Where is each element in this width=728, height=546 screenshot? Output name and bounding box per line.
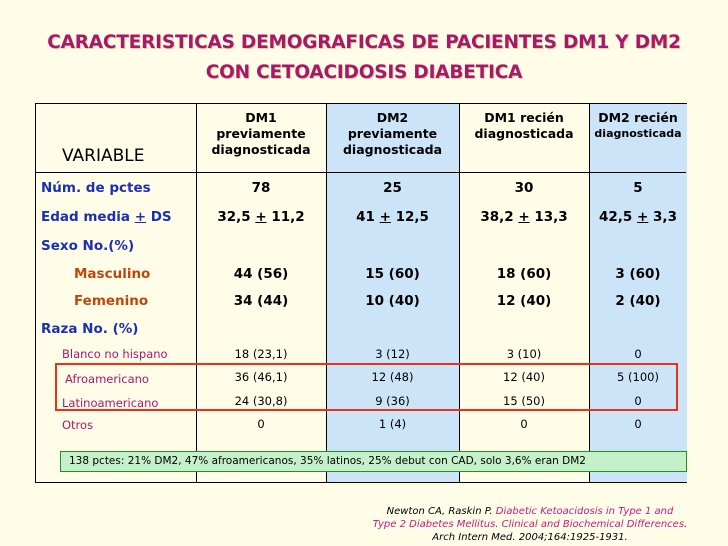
demographics-table xyxy=(35,103,687,483)
cell-latino-c2: 9 (36) xyxy=(375,394,410,408)
header-dm1-previa-line3: diagnosticada xyxy=(211,142,311,157)
cell-edad-c2: 41 + 12,5 xyxy=(356,209,429,225)
header-dm1-previa xyxy=(196,110,326,158)
cell-blanco-c3: 3 (10) xyxy=(506,347,542,361)
reference-line-3: Arch Intern Med. 2004;164:1925-1931. xyxy=(432,532,628,543)
cell-otros-c1: 0 xyxy=(257,417,265,431)
cell-num-c2: 25 xyxy=(383,180,402,196)
cell-fem-c4: 2 (40) xyxy=(615,293,661,309)
cell-afro-c4: 5 (100) xyxy=(617,370,659,384)
cell-masc-c3: 18 (60) xyxy=(496,266,552,282)
reference-line-2: Type 2 Diabetes Mellitus. Clinical and Biochemical Differences. xyxy=(372,519,688,530)
cell-latino-c3: 15 (50) xyxy=(503,394,545,408)
cell-fem-c1: 34 (44) xyxy=(233,293,289,309)
cell-blanco-c2: 3 (12) xyxy=(375,347,410,361)
cell-latino-c1: 24 (30,8) xyxy=(234,394,288,408)
label-edad: Edad media + DS xyxy=(41,209,172,225)
cell-otros-c3: 0 xyxy=(520,417,528,431)
cell-num-c3: 30 xyxy=(514,180,534,196)
reference-line-1: Newton CA, Raskin P. Diabetic Ketoacidosis in Type 1 and xyxy=(386,506,674,517)
header-dm1-previa-line1: DM1 xyxy=(245,110,277,125)
label-num-pctes: Núm. de pctes xyxy=(41,180,151,196)
header-dm2-previa-line3: diagnosticada xyxy=(342,142,443,157)
title-line-1: CARACTERISTICAS DEMOGRAFICAS DE PACIENTES DM1 Y DM2 xyxy=(47,32,681,53)
header-dm2-previa-line2: previamente xyxy=(347,126,438,141)
label-blanco: Blanco no hispano xyxy=(62,347,168,361)
cell-afro-c2: 12 (48) xyxy=(371,370,414,384)
header-dm2-previa xyxy=(326,110,459,158)
label-femenino: Femenino xyxy=(74,293,149,309)
label-afro: Afroamericano xyxy=(65,372,149,386)
reference-citation xyxy=(340,505,720,544)
header-dm2-nueva-line1: DM2 recién xyxy=(598,110,678,125)
cell-blanco-c1: 18 (23,1) xyxy=(234,347,288,361)
title-line-2: CON CETOACIDOSIS DIABETICA xyxy=(205,62,523,83)
cell-masc-c4: 3 (60) xyxy=(615,266,661,282)
label-latino: Latinoamericano xyxy=(62,396,159,410)
header-variable: VARIABLE xyxy=(62,146,145,166)
cell-fem-c3: 12 (40) xyxy=(496,293,552,309)
cell-masc-c2: 15 (60) xyxy=(365,266,420,282)
cell-otros-c2: 1 (4) xyxy=(378,417,407,431)
cell-latino-c4: 0 xyxy=(634,394,642,408)
label-masculino: Masculino xyxy=(74,266,151,282)
cell-blanco-c4: 0 xyxy=(634,347,642,361)
label-sexo: Sexo No.(%) xyxy=(41,238,135,254)
summary-note: 138 pctes: 21% DM2, 47% afroamericanos, 35% latinos, 25% debut con CAD, solo 3,6% eran DM2 xyxy=(60,451,687,472)
cell-afro-c3: 12 (40) xyxy=(503,370,545,384)
cell-num-c4: 5 xyxy=(633,180,643,196)
header-dm2-nueva xyxy=(589,110,687,142)
header-divider xyxy=(36,172,686,173)
header-dm1-nueva xyxy=(459,110,589,142)
label-otros: Otros xyxy=(62,418,94,432)
header-dm2-previa-line1: DM2 xyxy=(376,110,409,125)
header-dm1-nueva-line1: DM1 recién xyxy=(484,110,564,125)
cell-otros-c4: 0 xyxy=(634,417,642,431)
cell-fem-c2: 10 (40) xyxy=(365,293,420,309)
header-dm1-previa-line2: previamente xyxy=(216,126,306,141)
slide-title xyxy=(0,28,728,88)
cell-edad-c3: 38,2 + 13,3 xyxy=(480,209,568,225)
header-dm2-nueva-line2: diagnosticada xyxy=(594,127,682,140)
cell-edad-c1: 32,5 + 11,2 xyxy=(217,209,305,225)
cell-num-c1: 78 xyxy=(251,180,271,196)
cell-masc-c1: 44 (56) xyxy=(233,266,289,282)
cell-edad-c4: 42,5 + 3,3 xyxy=(599,209,677,225)
highlight-box xyxy=(55,363,678,411)
label-raza: Raza No. (%) xyxy=(41,321,139,337)
cell-afro-c1: 36 (46,1) xyxy=(234,370,288,384)
header-dm1-nueva-line2: diagnosticada xyxy=(474,126,574,141)
